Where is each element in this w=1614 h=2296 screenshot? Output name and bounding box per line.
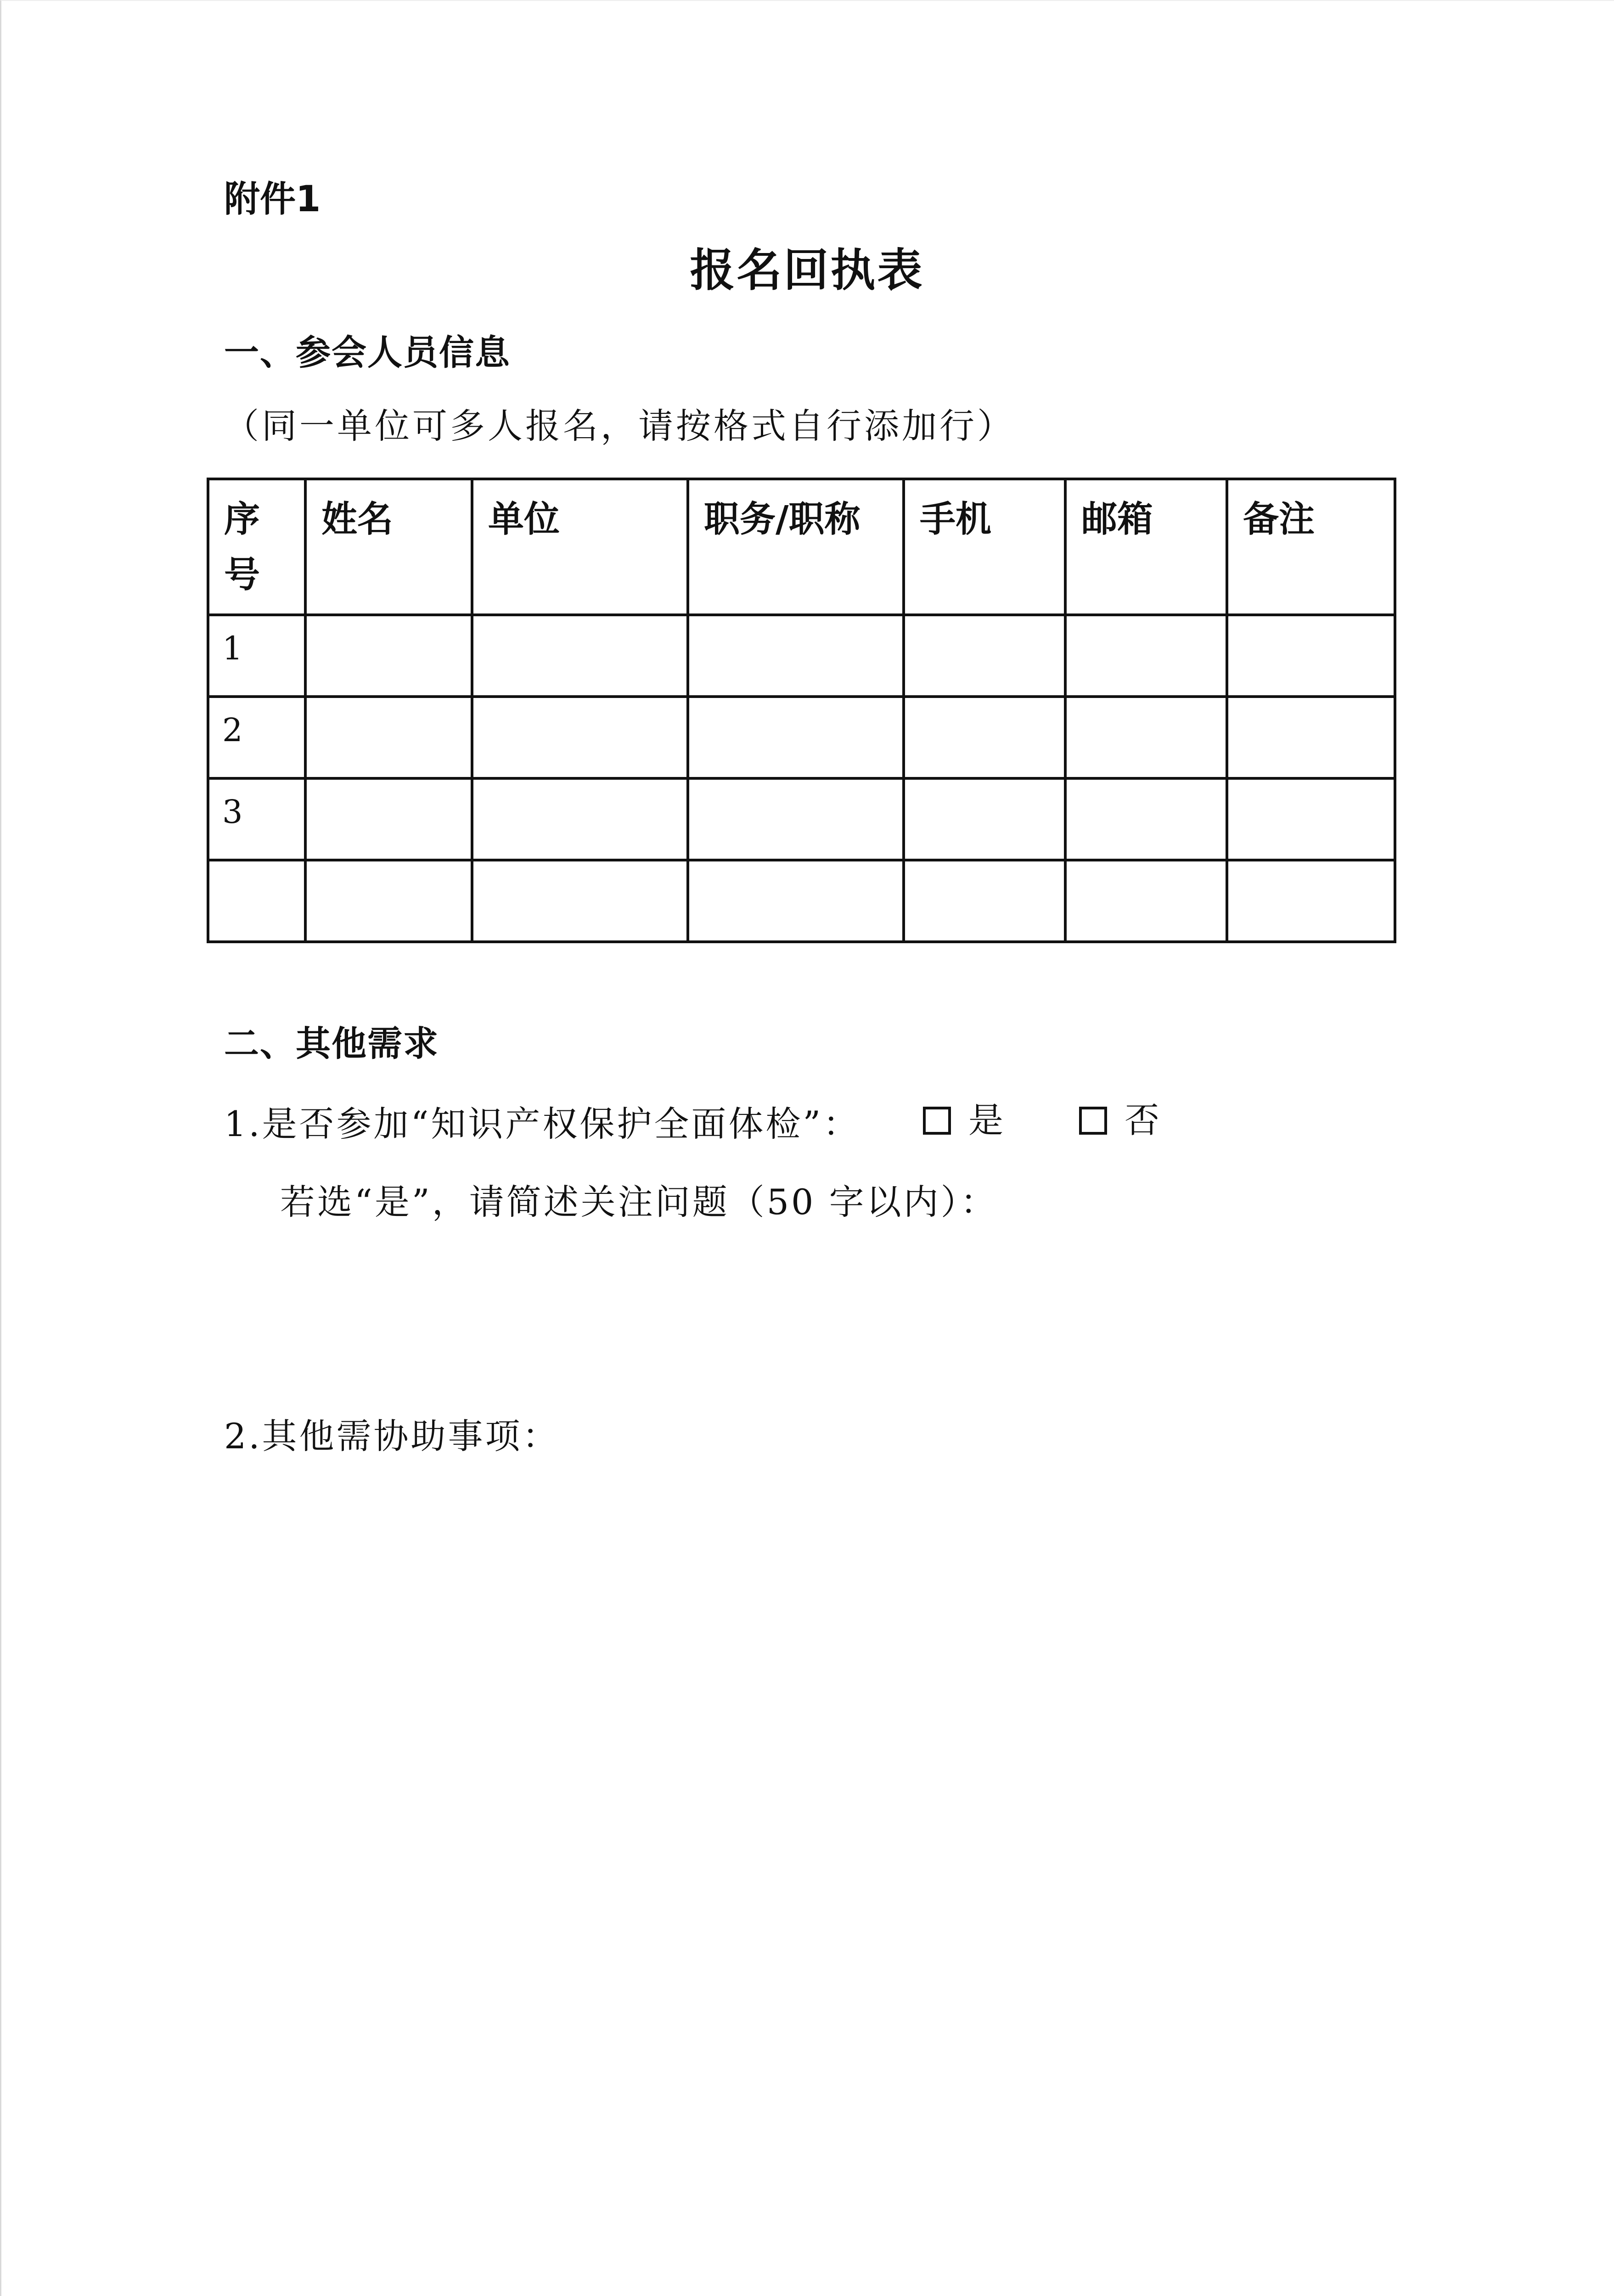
remarks-cell[interactable] bbox=[1227, 778, 1395, 860]
organization-cell[interactable] bbox=[472, 778, 688, 860]
mobile-cell[interactable] bbox=[904, 697, 1065, 778]
registration-table bbox=[207, 478, 1396, 943]
row-number: 1 bbox=[222, 630, 243, 667]
no-option-label: 否 bbox=[1125, 1100, 1159, 1141]
table-header-row bbox=[208, 479, 1395, 615]
serial-number-cell bbox=[208, 778, 305, 860]
registration-table-wrapper bbox=[207, 478, 1394, 934]
table-row bbox=[208, 778, 1395, 860]
email-cell[interactable] bbox=[1065, 860, 1227, 942]
health-check-question: 1.是否参加“知识产权保护全面体检”： bbox=[224, 1103, 860, 1144]
name-header-label: 姓名 bbox=[321, 499, 394, 540]
remarks-cell[interactable] bbox=[1227, 860, 1395, 942]
title-cell[interactable] bbox=[688, 697, 904, 778]
participant-info-heading: 一、参会人员信息 bbox=[224, 332, 511, 373]
organization-header bbox=[472, 479, 688, 615]
other-needs-heading: 二、其他需求 bbox=[224, 1023, 439, 1064]
remarks-header-label: 备注 bbox=[1243, 499, 1315, 540]
name-cell[interactable] bbox=[305, 697, 472, 778]
organization-header-label: 单位 bbox=[488, 499, 560, 540]
organization-cell[interactable] bbox=[472, 860, 688, 942]
row-number: 3 bbox=[222, 793, 243, 831]
name-cell[interactable] bbox=[305, 778, 472, 860]
no-option[interactable] bbox=[1079, 1100, 1159, 1141]
email-header bbox=[1065, 479, 1227, 615]
table-row bbox=[208, 697, 1395, 778]
remarks-cell[interactable] bbox=[1227, 615, 1395, 697]
title-header-label: 职务/职称 bbox=[704, 499, 860, 540]
serial-number-cell bbox=[208, 615, 305, 697]
title-cell[interactable] bbox=[688, 615, 904, 697]
no-checkbox[interactable] bbox=[1079, 1107, 1107, 1135]
name-cell[interactable] bbox=[305, 860, 472, 942]
row-number: 2 bbox=[222, 711, 243, 749]
serial-number-cell bbox=[208, 697, 305, 778]
mobile-header-label: 手机 bbox=[920, 499, 992, 540]
serial-number-cell[interactable] bbox=[208, 860, 305, 942]
table-row bbox=[208, 615, 1395, 697]
other-assistance-question: 2.其他需协助事项： bbox=[224, 1416, 560, 1457]
form-title: 报名回执表 bbox=[690, 244, 924, 297]
yes-option[interactable] bbox=[923, 1100, 1003, 1141]
email-cell[interactable] bbox=[1065, 697, 1227, 778]
mobile-cell[interactable] bbox=[904, 860, 1065, 942]
organization-cell[interactable] bbox=[472, 697, 688, 778]
row-number bbox=[209, 861, 304, 878]
serial-number-header-label: 序 号 bbox=[224, 499, 260, 596]
remarks-header bbox=[1227, 479, 1395, 615]
yes-checkbox[interactable] bbox=[923, 1107, 951, 1135]
organization-cell[interactable] bbox=[472, 615, 688, 697]
registration-note: （同一单位可多人报名，请按格式自行添加行） bbox=[224, 405, 1015, 446]
attachment-label: 附件1 bbox=[224, 179, 321, 220]
serial-number-header bbox=[208, 479, 305, 615]
mobile-cell[interactable] bbox=[904, 615, 1065, 697]
mobile-cell[interactable] bbox=[904, 778, 1065, 860]
health-check-detail-prompt: 若选“是”，请简述关注问题（50 字以内）： bbox=[280, 1182, 998, 1222]
title-cell[interactable] bbox=[688, 860, 904, 942]
email-cell[interactable] bbox=[1065, 778, 1227, 860]
title-header bbox=[688, 479, 904, 615]
email-cell[interactable] bbox=[1065, 615, 1227, 697]
remarks-cell[interactable] bbox=[1227, 697, 1395, 778]
name-cell[interactable] bbox=[305, 615, 472, 697]
title-cell[interactable] bbox=[688, 778, 904, 860]
mobile-header bbox=[904, 479, 1065, 615]
name-header bbox=[305, 479, 472, 615]
yes-option-label: 是 bbox=[968, 1100, 1003, 1141]
table-row bbox=[208, 860, 1395, 942]
email-header-label: 邮箱 bbox=[1081, 499, 1153, 540]
